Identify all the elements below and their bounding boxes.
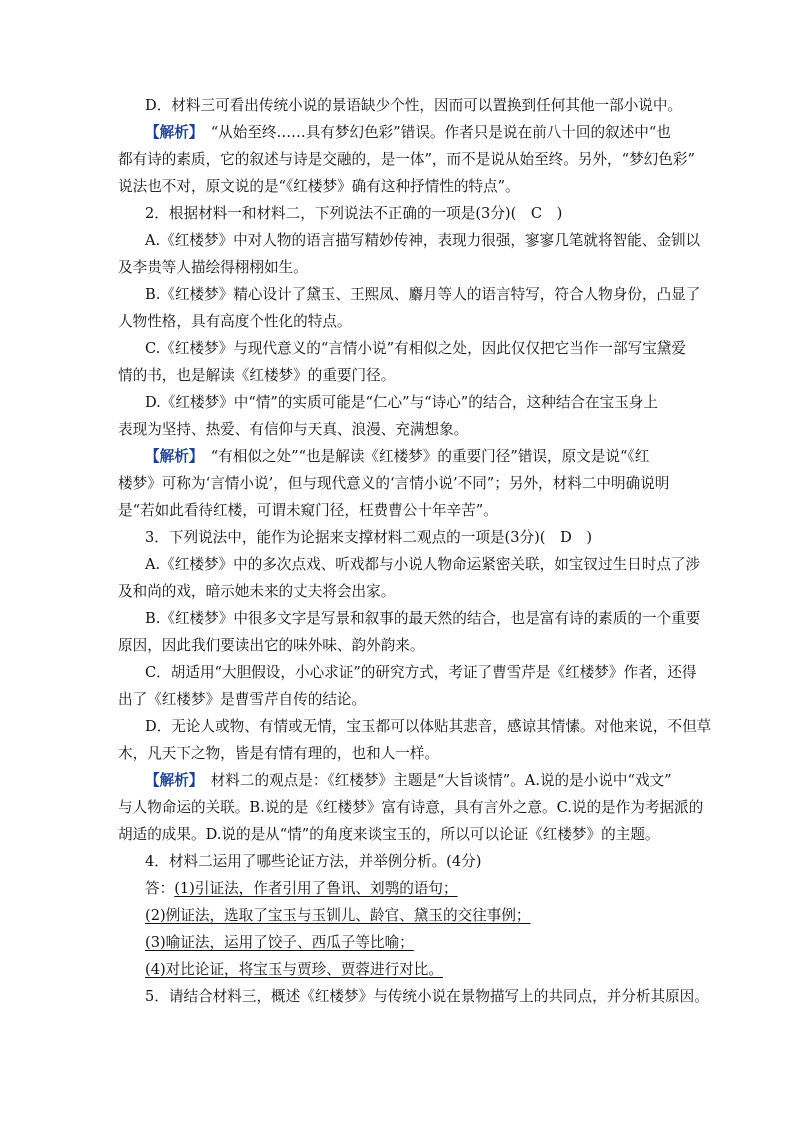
q4-answer-item4: (4)对比论证，将宝玉与贾珍、贾蓉进行对比。 — [145, 961, 443, 978]
q2-analysis-line3: 是“若如此看待红楼，可谓未窥门径，枉费曹公十年辛苦”。 — [118, 502, 498, 519]
q3-option-b-line2: 原因，因此我们要读出它的味外味、韵外韵来。 — [118, 637, 425, 654]
q3-analysis-line2: 与人物命运的关联。B.说的是《红楼梦》富有诗意，具有言外之意。C.说的是作为考据派的 — [118, 799, 704, 816]
q3-option-a-line1: A.《红楼梦》中的多次点戏、听戏都与小说人物命运紧密关联，如宝钗过生日时点了涉 — [145, 556, 701, 573]
q3-option-c-line2: 出了《红楼梦》是曹雪芹自传的结论。 — [118, 691, 367, 708]
q3-option-d-line2: 木，凡天下之物，皆是有情有理的，也和人一样。 — [118, 745, 440, 762]
analysis-tag: 【解析】 — [145, 124, 197, 141]
analysis-tag: 【解析】 — [145, 448, 197, 465]
q4-answer-item3: (3)喻证法，运用了饺子、西瓜子等比喻； — [145, 934, 414, 951]
q1-analysis-line3: 说法也不对，原文说的是“《红楼梦》确有这种抒情性的特点”。 — [118, 178, 520, 195]
q2-analysis-line2: 楼梦》可称为‘言情小说’，但与现代意义的‘言情小说’不同”；另外，材料二中明确说明 — [118, 475, 670, 492]
q2-option-d-line2: 表现为坚持、热爱、有信仰与天真、浪漫、充满想象。 — [118, 421, 469, 438]
question-4: 4．材料二运用了哪些论证方法，并举例分析。(4分) — [145, 853, 482, 870]
question-2: 2．根据材料一和材料二，下列说法不正确的一项是(3分)( C ) — [145, 205, 563, 222]
q1-option-d: D．材料三可看出传统小说的景语缺少个性，因而可以置换到任何其他一部小说中。 — [145, 97, 683, 114]
q3-analysis-line3: 胡适的成果。D.说的是从“情”的角度来谈宝玉的，所以可以论证《红楼梦》的主题。 — [118, 826, 660, 843]
q3-option-b-line1: B.《红楼梦》中很多文字是写景和叙事的最天然的结合，也是富有诗的素质的一个重要 — [145, 610, 701, 627]
q2-analysis-line1: 【解析】 “有相似之处”“也是解读《红楼梦》的重要门径”错误，原文是说“《红 — [145, 448, 650, 465]
q2-option-d-line1: D.《红楼梦》中“情”的实质可能是“仁心”与“诗心”的结合，这种结合在宝玉身上 — [145, 394, 658, 411]
q1-analysis-line2: 都有诗的素质，它的叙述与诗是交融的，是一体”，而不是说从始至终。另外，“梦幻色彩” — [118, 151, 695, 168]
question-3: 3．下列说法中，能作为论据来支撑材料二观点的一项是(3分)( D ) — [145, 529, 593, 546]
analysis-tag: 【解析】 — [145, 772, 197, 789]
q4-answer-line1 — [145, 879, 458, 899]
q1-analysis-line1: 【解析】 “从始至终……具有梦幻色彩”错误。作者只是说在前八十回的叙述中“也 — [145, 124, 671, 141]
q2-option-b-line1: B.《红楼梦》精心设计了黛玉、王熙凤、麝月等人的语言特写，符合人物身份，凸显了 — [145, 286, 701, 303]
q4-answer-item2: (2)例证法，选取了宝玉与玉钏儿、龄官、黛玉的交往事例； — [145, 907, 531, 924]
q2-option-c-line2: 情的书，也是解读《红楼梦》的重要门径。 — [118, 367, 396, 384]
q2-option-c-line1: C.《红楼梦》与现代意义的“言情小说”有相似之处，因此仅仅把它当作一部写宝黛爱 — [145, 340, 686, 357]
answer-prefix: 答： — [145, 880, 175, 897]
q3-option-c-line1: C．胡适用“大胆假设，小心求证”的研究方式，考证了曹雪芹是《红楼梦》作者，还得 — [145, 664, 697, 681]
q3-analysis-line1: 【解析】 材料二的观点是：《红楼梦》主题是“大旨谈情”。A.说的是小说中“戏文” — [145, 772, 672, 789]
q3-option-a-line2: 及和尚的戏，暗示她未来的丈夫将会出家。 — [118, 583, 396, 600]
q2-option-b-line2: 人物性格，具有高度个性化的特点。 — [118, 313, 352, 330]
question-5: 5．请结合材料三，概述《红楼梦》与传统小说在景物描写上的共同点，并分析其原因。 — [145, 988, 709, 1005]
q4-answer-item1: (1)引证法，作者引用了鲁讯、刘鹗的语句； — [174, 880, 458, 897]
q3-option-d-line1: D．无论人或物、有情或无情，宝玉都可以体贴其悲音，感谅其情愫。对他来说，不但草 — [145, 718, 712, 735]
q2-option-a-line1: A.《红楼梦》中对人物的语言描写精妙传神，表现力很强，寥寥几笔就将智能、金钏以 — [145, 232, 701, 249]
q2-option-a-line2: 及李贵等人描绘得栩栩如生。 — [118, 259, 308, 276]
